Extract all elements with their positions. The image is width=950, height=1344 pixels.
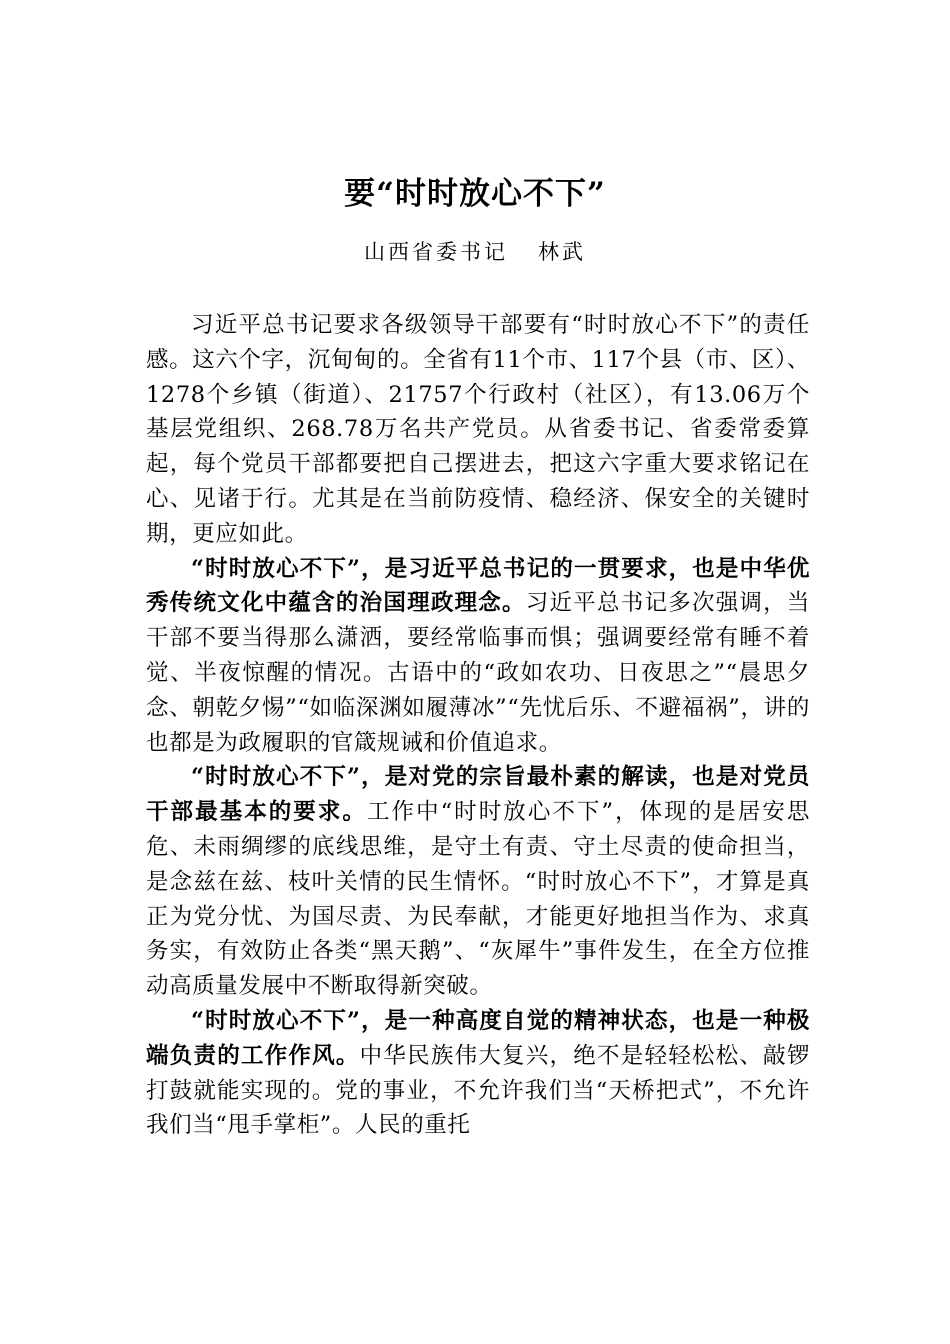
paragraph — [146, 760, 810, 1004]
byline — [0, 236, 950, 268]
paragraph-text: 习近平总书记要求各级领导干部要有“时时放心不下”的责任感。这六个字，沉甸甸的。全省有11个市、117个县（市、区）、1278个乡镇（街道）、21757个行政村（社区），有13.06万个基层党组织、268.78万名共产党员。从省委书记、省委常委算起，每个党员干部都要把自己摆进去，把这六字重大要求铭记在心、见诸于行。尤其是在当前防疫情、稳经济、保安全的关键时期，更应如此。 — [146, 312, 810, 547]
paragraph-lead: “时时放心不下”，是习近平总书记的一贯要求，也是中华优秀传统文化中蕴含的治国理政理念。 — [146, 555, 810, 617]
paragraph — [146, 308, 810, 552]
paragraph — [146, 552, 810, 761]
paragraph-text: 习近平总书记多次强调，当干部不要当得那么潇洒，要经常临事而惧；强调要经常有睡不着觉、半夜惊醒的情况。古语中的“政如农功、日夜思之”“晨思夕念、朝乾夕惕”“如临深渊如履薄冰”“先忧后乐、不避福祸”，讲的也都是为政履职的官箴规诫和价值追求。 — [146, 590, 810, 756]
paragraph-lead: “时时放心不下”，是一种高度自觉的精神状态，也是一种极端负责的工作作风。 — [146, 1007, 810, 1069]
paragraph-text: 工作中“时时放心不下”，体现的是居安思危、未雨绸缪的底线思维，是守土有责、守土尽责的使命担当，是念兹在兹、枝叶关情的民生情怀。“时时放心不下”，才算是真正为党分忧、为国尽责、为民奉献，才能更好地担当作为、求真务实，有效防止各类“黑天鹅”、“灰犀牛”事件发生，在全方位推动高质量发展中不断取得新突破。 — [146, 799, 810, 1000]
article-body — [146, 308, 810, 1143]
author-name: 林武 — [538, 240, 586, 264]
paragraph — [146, 1004, 810, 1143]
article-title: 要“时时放心不下” — [344, 176, 606, 212]
paragraph-lead: “时时放心不下”，是对党的宗旨最朴素的解读，也是对党员干部最基本的要求。 — [146, 764, 810, 826]
paragraph-text: 中华民族伟大复兴，绝不是轻轻松松、敲锣打鼓就能实现的。党的事业，不允许我们当“天桥把式”，不允许我们当“甩手掌柜”。人民的重托 — [146, 1042, 810, 1139]
author-position: 山西省委书记 — [364, 240, 508, 264]
